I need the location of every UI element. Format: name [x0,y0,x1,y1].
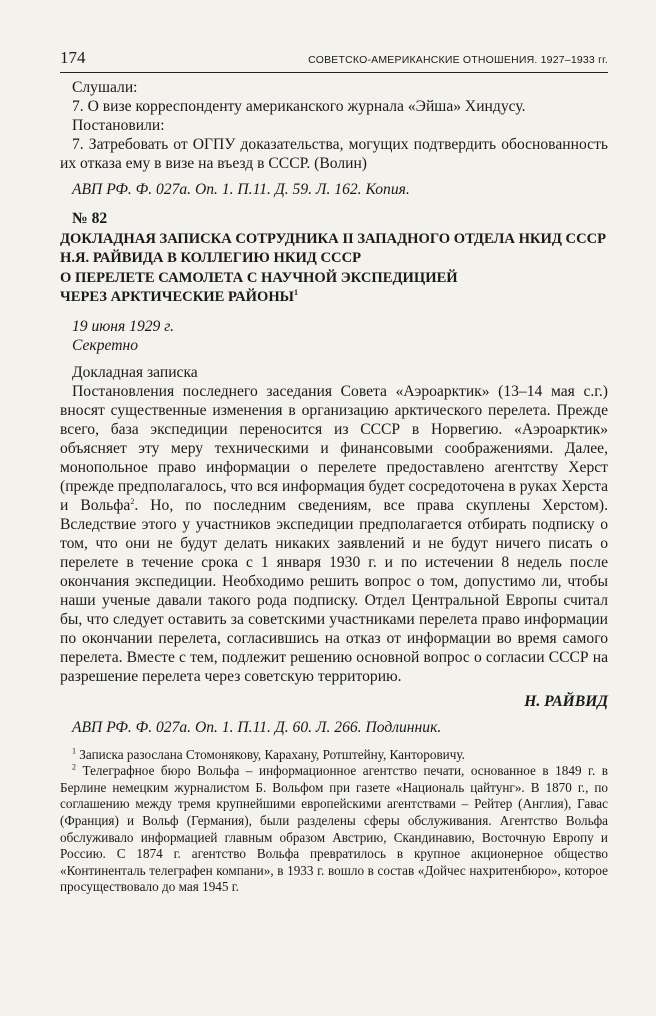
document-date: 19 июня 1929 г. [72,317,175,335]
footnote: $^2$ Телеграфное бюро Вольфа – информационное агентство печати, основанное в 1849 г. в Берлине немецким журналистом Б. Вольфом при газете «Националь цайтунг». В 1870 г., по соглашению между тремя крупнейшими европейскими агентствами – Рейтер (Англия), Гавас (Франция) и Вольф (Германия), были разделены сферы обслуживания. Агентство Вольфа обслуживало информацией главным образом Австрию, Скандинавию, Восточную Европу и Россию. С 1874 г. агентство Вольфа превратилось в крупное акционерное общество «Континенталь телеграфен компани», в 1933 г. вошло в состав «Дойчес нахритенбюро», которое просуществовало до мая 1945 г. [60,762,608,895]
protocol-source: АВП РФ. Ф. 027а. Оп. 1. П.11. Д. 59. Л. 162. Копия. [72,181,410,198]
page-header [60,46,608,73]
document-body: Постановления последнего заседания Совета «Аэроарктик» (13–14 мая с.г.) вносят существенные изменения в организацию арктического перелета. Прежде всего, база экспедиции переносится из СССР в Норвегию. «Аэроарктик» объясняет эту меру техническими и финансовыми соображениями. Далее, монопольное право информации о перелете предоставлено агентству Херст (прежде предполагалось, что вся информация будет сосредоточена в руках Херста и Вольфа$^2$. Но, по последним сведениям, все права скуплены Херстом). Вследствие этого у участников экспедиции предполагается отбирать подписку о том, что они не будут делать никаких заявлений и не будут ничего писать о перелете в течение срока с 1 января 1930 г. и по истечении 8 недель после окончания экспедиции. Необходимо решить вопрос о том, допустимо ли, чтобы наши ученые давали такого рода подписку. Отдел Центральной Европы считал бы, что следует оставить за советскими участниками перелета право информации по окончании перелета, согласившись на отказ от информации во время самого перелета. Вместе с тем, подлежит решению основной вопрос о согласии СССР на разрешение перелета через советскую территорию. [60,382,608,685]
footnote: $^1$ Записка разослана Стомонякову, Карахану, Ротштейну, Канторовичу. [72,746,465,762]
title-line: ДОКЛАДНАЯ ЗАПИСКА СОТРУДНИКА II ЗАПАДНОГО ОТДЕЛА НКИД СССР [60,231,607,247]
heard-label: Слушали: [72,79,138,96]
page-number: 174 [60,48,86,67]
footnote-ref: 1 [294,288,299,298]
document-source: АВП РФ. Ф. 027а. Оп. 1. П.11. Д. 60. Л. 266. Подлинник. [72,718,442,736]
title-line: О ПЕРЕЛЕТЕ САМОЛЕТА С НАУЧНОЙ ЭКСПЕДИЦИЕЙ [60,269,458,286]
page-content [60,78,608,896]
document-title [60,230,608,308]
document-heading: Докладная записка [72,363,198,381]
title-line: Н.Я. РАЙВИДА В КОЛЛЕГИЮ НКИД СССР [60,250,362,267]
signature: Н. РАЙВИД [524,692,608,710]
footnote-ref: 2 [130,496,135,506]
resolved-label: Постановили: [72,117,165,134]
document-number: № 82 [72,210,108,227]
footnotes [60,747,608,896]
resolved-item: 7. Затребовать от ОГПУ доказательства, могущих подтвердить обоснованность их отказа ему в визе на въезд в СССР. (Волин) [60,136,608,172]
classification: Секретно [72,336,139,354]
title-line: ЧЕРЕЗ АРКТИЧЕСКИЕ РАЙОНЫ$^1$ [60,288,299,306]
running-title: СОВЕТСКО-АМЕРИКАНСКИЕ ОТНОШЕНИЯ. 1927–1933 гг. [308,54,608,66]
heard-item: 7. О визе корреспонденту американского журнала «Эйша» Хиндусу. [72,98,526,115]
